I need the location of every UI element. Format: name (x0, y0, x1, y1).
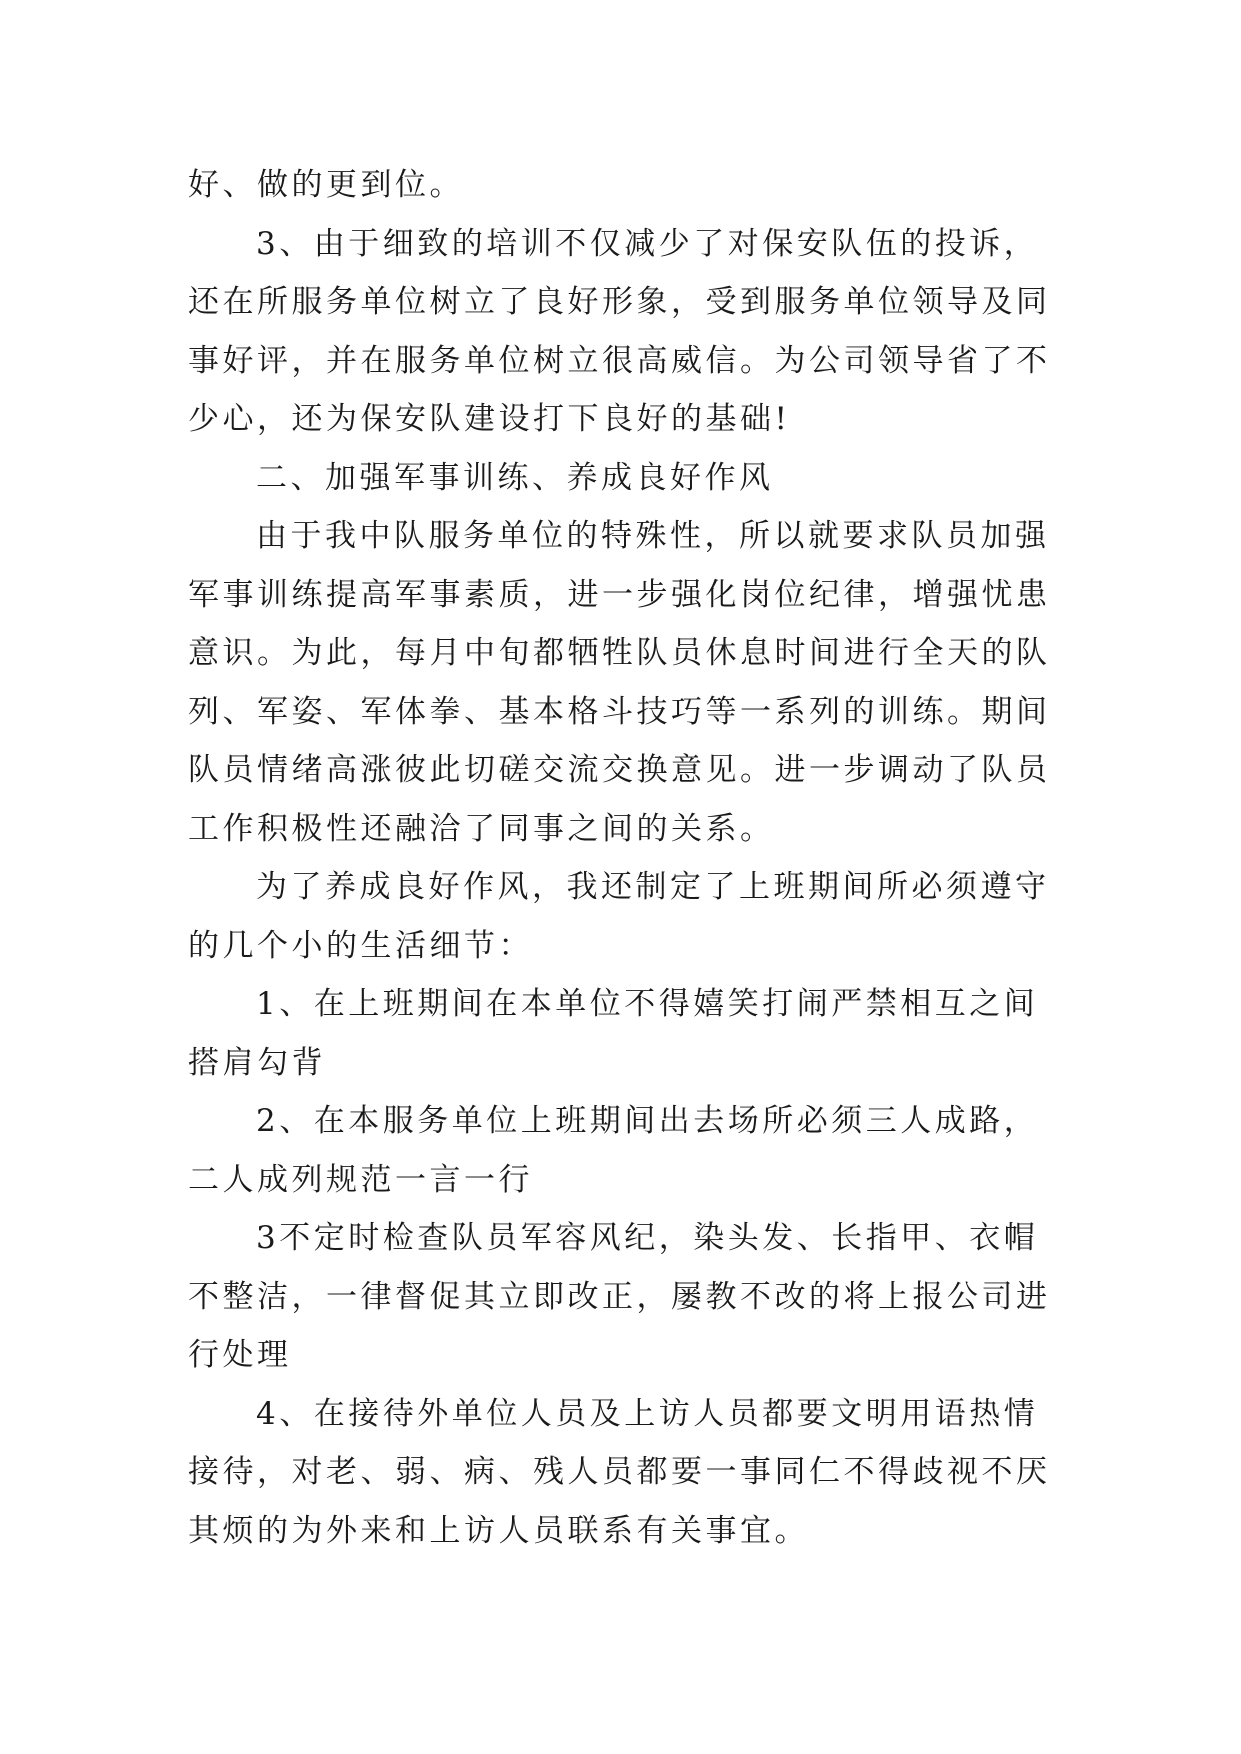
paragraph-continuation: 好、做的更到位。 (188, 167, 464, 203)
paragraph-item-3-training-result: 3、由于细致的培训不仅减少了对保安队伍的投诉，还在所服务单位树立了良好形象，受到服务单位领导及同事好评，并在服务单位树立很高威信。为公司领导省了不少心，还为保安队建设打下良好的基础! (188, 225, 1051, 437)
paragraph-conduct-rules-intro: 为了养成良好作风，我还制定了上班期间所必须遵守的几个小的生活细节： (188, 869, 1050, 964)
list-item-rule-2: 2、在本服务单位上班期间出去场所必须三人成路，二人成列规范一言一行 (188, 1103, 1039, 1198)
list-item-rule-4: 4、在接待外单位人员及上访人员都要文明用语热情接待，对老、弱、病、残人员都要一事同仁不得歧视不厌其烦的为外来和上访人员联系有关事宜。 (188, 1395, 1051, 1549)
list-item-rule-3: 3不定时检查队员军容风纪，染头发、长指甲、衣帽不整洁，一律督促其立即改正，屡教不改的将上报公司进行处理 (188, 1220, 1051, 1373)
paragraph-military-training: 由于我中队服务单位的特殊性，所以就要求队员加强军事训练提高军事素质，进一步强化岗位纪律，增强忧患意识。为此，每月中旬都牺牲队员休息时间进行全天的队列、军姿、军体拳、基本格斗技巧等一系列的训练。期间队员情绪高涨彼此切磋交流交换意见。进一步调动了队员工作积极性还融洽了同事之间的关系。 (188, 518, 1051, 847)
document-body (188, 156, 1056, 1560)
section-heading-military-training: 二、加强军事训练、养成良好作风 (256, 459, 774, 496)
list-item-rule-1: 1、在上班期间在本单位不得嬉笑打闹严禁相互之间搭肩勾背 (188, 986, 1039, 1081)
